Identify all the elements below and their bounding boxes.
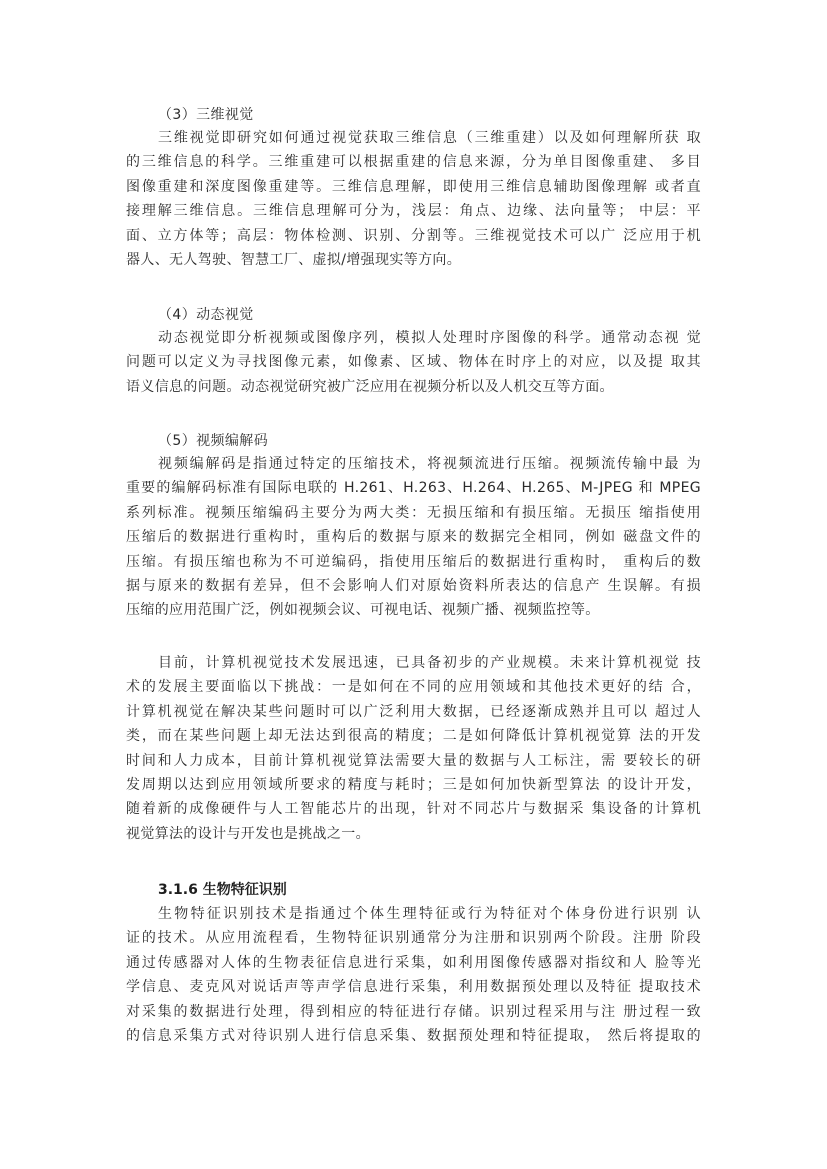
paragraph-line: 的三维信息的科学。三维重建可以根据重建的信息来源，分为单目图像重建、 多目 — [126, 154, 701, 171]
subheading-dynamic-vision: （4）动态视觉 — [158, 307, 254, 323]
paragraph-line: 学信息、麦克风对说话声等声学信息进行采集，利用数据预处理以及特征 提取技术 — [126, 979, 701, 996]
paragraph-line: 发周期以达到应用领域所要求的精度与耗时；三是如何加快新型算法 的设计开发， — [126, 776, 701, 793]
section-dynamic-vision — [126, 304, 701, 399]
section-challenges — [126, 651, 701, 846]
paragraph-line: 对采集的数据进行处理，得到相应的特征进行存储。识别过程采用与注 册过程一致 — [126, 1003, 701, 1020]
paragraph-line: 重要的编解码标准有国际电联的 H.261、H.263、H.264、H.265、M-JPEG 和 MPEG — [126, 480, 701, 497]
subheading-video-codec: （5）视频编解码 — [158, 433, 269, 449]
paragraph-line: 接理解三维信息。三维信息理解可分为，浅层：角点、边缘、法向量等； 中层：平 — [126, 203, 701, 220]
paragraph-line: 术的发展主要面临以下挑战：一是如何在不同的应用领域和其他技术更好的结 合， — [126, 679, 701, 696]
section-video-codec — [126, 430, 701, 623]
paragraph-line: 随着新的成像硬件与人工智能芯片的出现，针对不同芯片与数据采 集设备的计算机 — [126, 801, 701, 818]
paragraph-line: 压缩后的数据进行重构时，重构后的数据与原来的数据完全相同，例如 磁盘文件的 — [126, 529, 701, 546]
paragraph-line: 动态视觉即分析视频或图像序列，模拟人处理时序图像的科学。通常动态视 觉 — [158, 330, 701, 346]
paragraph-line: 通过传感器对人体的生物表征信息进行采集，如利用图像传感器对指纹和人 脸等光 — [126, 954, 701, 971]
paragraph-line: 类，而在某些问题上却无法达到很高的精度；二是如何降低计算机视觉算 法的开发 — [126, 728, 701, 745]
paragraph-line: 计算机视觉在解决某些问题时可以广泛利用大数据，已经逐渐成熟并且可以 超过人 — [126, 703, 701, 720]
paragraph-line: 系列标准。视频压缩编码主要分为两大类：无损压缩和有损压缩。无损压 缩指使用 — [126, 504, 701, 521]
paragraph-line: 器人、无人驾驶、智慧工厂、虚拟/增强现实等方向。 — [126, 251, 462, 268]
section-three-d-vision — [126, 104, 701, 272]
paragraph-line: 据与原来的数据有差异，但不会影响人们对原始资料所表达的信息产 生误解。有损 — [126, 577, 701, 594]
paragraph-line: 视频编解码是指通过特定的压缩技术，将视频流进行压缩。视频流传输中最 为 — [158, 456, 701, 472]
paragraph-line: 面、立方体等；高层：物体检测、识别、分割等。三维视觉技术可以广 泛应用于机 — [126, 227, 701, 244]
subheading-three-d-vision: （3）三维视觉 — [158, 107, 254, 123]
paragraph-line: 图像重建和深度图像重建等。三维信息理解，即使用三维信息辅助图像理解 或者直 — [126, 178, 701, 195]
section-biometric-recognition — [126, 878, 701, 1048]
paragraph-line: 的信息采集方式对待识别人进行信息采集、数据预处理和特征提取， 然后将提取的 — [126, 1027, 701, 1044]
paragraph-line: 时间和人力成本，目前计算机视觉算法需要大量的数据与人工标注，需 要较长的研 — [126, 752, 701, 769]
paragraph-line: 问题可以定义为寻找图像元素，如像素、区域、物体在时序上的对应，以及提 取其 — [126, 354, 701, 371]
paragraph-line: 压缩的应用范围广泛，例如视频会议、可视电话、视频广播、视频监控等。 — [126, 602, 600, 619]
paragraph-line: 压缩。有损压缩也称为不可逆编码，指使用压缩后的数据进行重构时， 重构后的数 — [126, 553, 701, 570]
paragraph-line: 三维视觉即研究如何通过视觉获取三维信息（三维重建）以及如何理解所获 取 — [158, 130, 701, 146]
paragraph-line: 目前，计算机视觉技术发展迅速，已具备初步的产业规模。未来计算机视觉 技 — [158, 655, 701, 671]
paragraph-line: 视觉算法的设计与开发也是挑战之一。 — [126, 825, 370, 842]
section-heading-biometric: 3.1.6 生物特征识别 — [158, 882, 287, 898]
paragraph-line: 语义信息的问题。动态视觉研究被广泛应用在视频分析以及人机交互等方面。 — [126, 378, 614, 395]
paragraph-line: 证的技术。从应用流程看，生物特征识别通常分为注册和识别两个阶段。注册 阶段 — [126, 930, 701, 947]
paragraph-line: 生物特征识别技术是指通过个体生理特征或行为特征对个体身份进行识别 认 — [158, 906, 701, 922]
